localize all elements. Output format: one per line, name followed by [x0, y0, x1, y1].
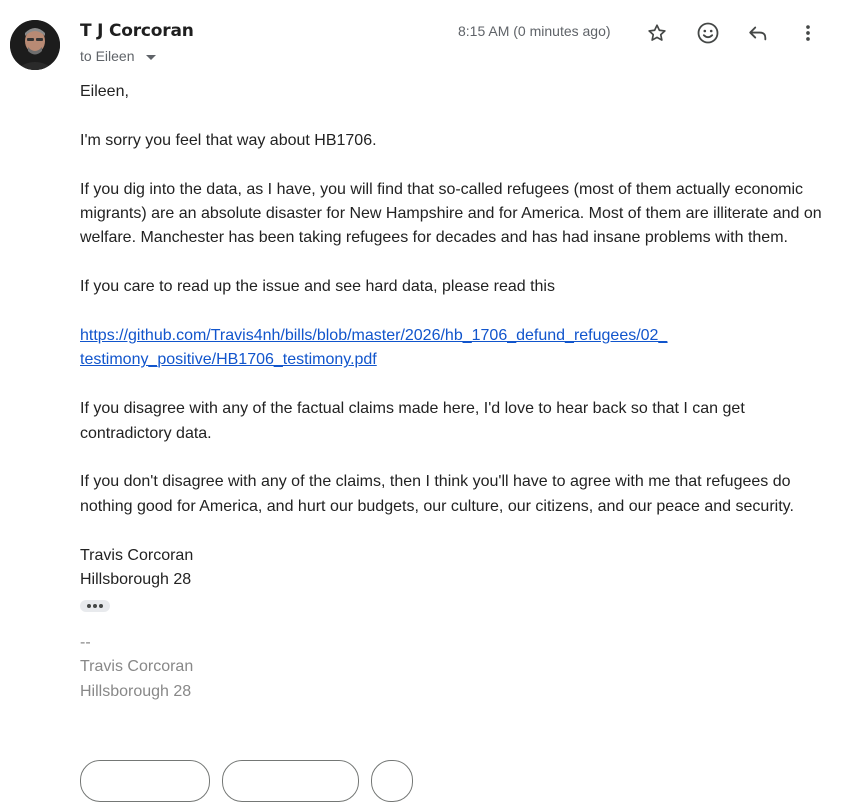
caret-down-icon: [146, 55, 156, 60]
dot: [87, 604, 91, 608]
greeting: Eileen,: [80, 83, 129, 100]
timestamp: 8:15 AM (0 minutes ago): [458, 23, 611, 39]
reply-icon: [747, 22, 769, 44]
body-paragraph: If you don't disagree with any of the claims, then I think you'll have to agree with me that refugees do nothing good for America, and hurt our budgets, our culture, our citizens, and our peace and security.: [80, 473, 794, 515]
reply-pill-button[interactable]: [80, 760, 210, 802]
link-line: https://github.com/Travis4nh/bills/blob/master/2026/hb_1706_defund_refugees/02_: [80, 327, 668, 344]
quoted-signature: [80, 631, 822, 704]
sender-name[interactable]: T J Corcoran: [80, 21, 194, 41]
dot: [93, 604, 97, 608]
dot: [99, 604, 103, 608]
signature-name: Travis Corcoran: [80, 546, 194, 564]
show-trimmed-content-button[interactable]: [80, 600, 110, 612]
testimony-link[interactable]: [80, 327, 667, 368]
testimony-link-block: [80, 324, 822, 373]
recipient-label: to Eileen: [80, 48, 135, 64]
avatar-photo: [10, 20, 60, 70]
emoji-pill-button[interactable]: [371, 760, 413, 802]
body-paragraph: If you care to read up the issue and see hard data, please read this: [80, 278, 555, 296]
star-icon: [646, 22, 668, 44]
add-reaction-button[interactable]: [689, 14, 727, 52]
emoji-icon: [696, 21, 720, 45]
more-options-button[interactable]: [789, 14, 827, 52]
star-button[interactable]: [638, 14, 676, 52]
body-paragraph: If you disagree with any of the factual claims made here, I'd love to hear back so that I can get contradictory data.: [80, 400, 745, 442]
message-body: [80, 80, 822, 704]
forward-pill-button[interactable]: [222, 760, 359, 802]
signature-district: Hillsborough 28: [80, 571, 192, 589]
link-line: testimony_positive/HB1706_testimony.pdf: [80, 351, 377, 369]
reply-button[interactable]: [739, 14, 777, 52]
body-paragraph: I'm sorry you feel that way about HB1706.: [80, 131, 377, 149]
quoted-name: Travis Corcoran: [80, 658, 194, 676]
sender-avatar[interactable]: [10, 20, 60, 70]
body-paragraph: If you dig into the data, as I have, you will find that so-called refugees (most of them actually economic migrants) are an absolute disaster for New Hampshire and for America. Most of them are illiterate and on welfare. Manchester has been taking refugees for decades and has had insane problems with them.: [80, 180, 822, 247]
recipient-details-toggle[interactable]: [80, 48, 156, 64]
quoted-district: Hillsborough 28: [80, 682, 192, 700]
quoted-dashes: --: [80, 633, 91, 651]
more-vert-icon: [797, 22, 819, 44]
